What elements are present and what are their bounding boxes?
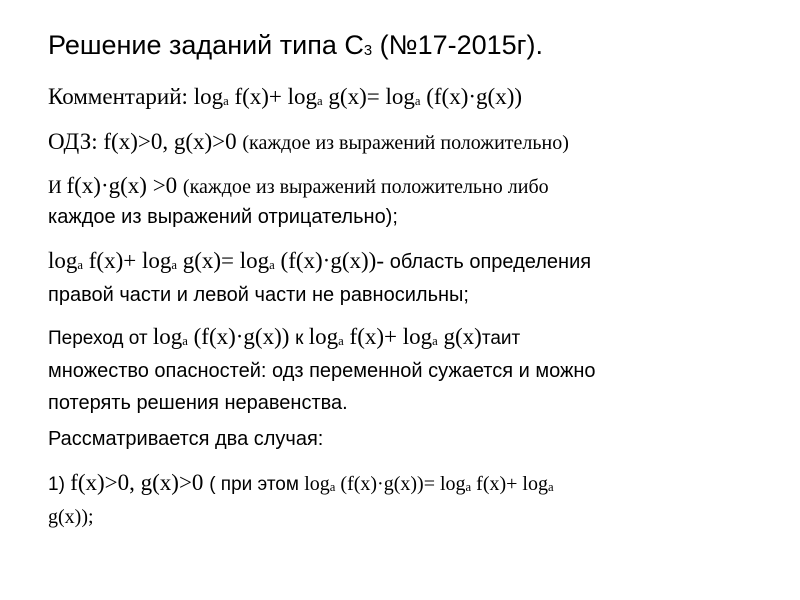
- log-term: log: [439, 473, 466, 495]
- log-term: log: [141, 248, 172, 273]
- log-base: a: [171, 257, 177, 272]
- expr: g(x): [437, 324, 482, 349]
- transition-line: [48, 324, 520, 350]
- case-1-line-2: g(x));: [48, 506, 94, 528]
- odz-note: (каждое из выражений положительно): [242, 132, 569, 154]
- domain-note-1: область определения: [389, 251, 592, 273]
- expr: f(x)+: [471, 473, 523, 495]
- expr: g(x)=: [176, 248, 240, 273]
- slide-title: [48, 30, 543, 61]
- expr: f(x)+: [228, 84, 288, 109]
- odz-line: [48, 129, 569, 155]
- log-term: log: [522, 473, 548, 495]
- log-base: a: [77, 257, 84, 272]
- expr: f(x)+: [83, 248, 142, 273]
- log-base: a: [182, 333, 188, 348]
- transition-line-2: множество опасностей: одз переменной сужается и можно: [48, 360, 596, 382]
- log-term: log: [152, 324, 183, 349]
- and-line: [48, 173, 549, 199]
- transition-tail: таит: [481, 328, 521, 349]
- expr: (f(x)·g(x)): [187, 324, 296, 349]
- transition-line-3: потерять решения неравенства.: [48, 392, 348, 414]
- and-note-1: (каждое из выражений положительно либо: [182, 176, 549, 198]
- case-1-number: 1): [48, 474, 71, 495]
- and-prefix: И: [48, 177, 67, 198]
- expr: (f(x)·g(x))=: [335, 473, 440, 495]
- expr: (f(x)·g(x)): [420, 84, 523, 109]
- log-term: log: [287, 84, 318, 109]
- expr: g(x)=: [322, 84, 386, 109]
- log-base: a: [338, 333, 344, 348]
- case-1-note: ( при этом: [209, 474, 305, 495]
- transition-prefix: Переход от: [48, 328, 153, 349]
- title-text: Решение заданий типа С: [48, 30, 364, 60]
- log-term: log: [193, 84, 224, 109]
- log-term: log: [239, 248, 270, 273]
- domain-line: [48, 248, 591, 274]
- expr: (f(x)·g(x))-: [274, 248, 390, 273]
- log-term: log: [48, 248, 78, 273]
- odz-condition: f(x)>0, g(x)>0: [103, 129, 243, 154]
- log-base: a: [329, 479, 336, 494]
- expr: f(x)+: [343, 324, 403, 349]
- case-1-line: [48, 470, 554, 496]
- title-subscript: 3: [363, 42, 373, 59]
- title-tail: (№17-2015г).: [372, 30, 544, 60]
- case-1-condition: f(x)>0, g(x)>0: [70, 470, 210, 495]
- transition-to: к: [295, 328, 309, 349]
- log-base: a: [317, 93, 323, 108]
- and-note-2: каждое из выражений отрицательно);: [48, 206, 398, 228]
- odz-label: ОДЗ:: [48, 129, 104, 154]
- log-base: a: [465, 479, 472, 494]
- log-term: log: [308, 324, 339, 349]
- log-base: a: [269, 257, 275, 272]
- log-base: a: [432, 333, 438, 348]
- log-term: log: [402, 324, 433, 349]
- log-term: log: [304, 473, 330, 495]
- cases-heading: Рассматривается два случая:: [48, 428, 324, 450]
- domain-note-2: правой части и левой части не равносильны;: [48, 284, 469, 306]
- and-condition: f(x)·g(x) >0: [66, 173, 183, 198]
- comment-label: Комментарий:: [48, 84, 194, 109]
- log-term: log: [385, 84, 415, 109]
- comment-line: [48, 84, 522, 110]
- log-base: a: [414, 93, 421, 108]
- log-base: a: [223, 93, 229, 108]
- log-base: a: [547, 479, 554, 494]
